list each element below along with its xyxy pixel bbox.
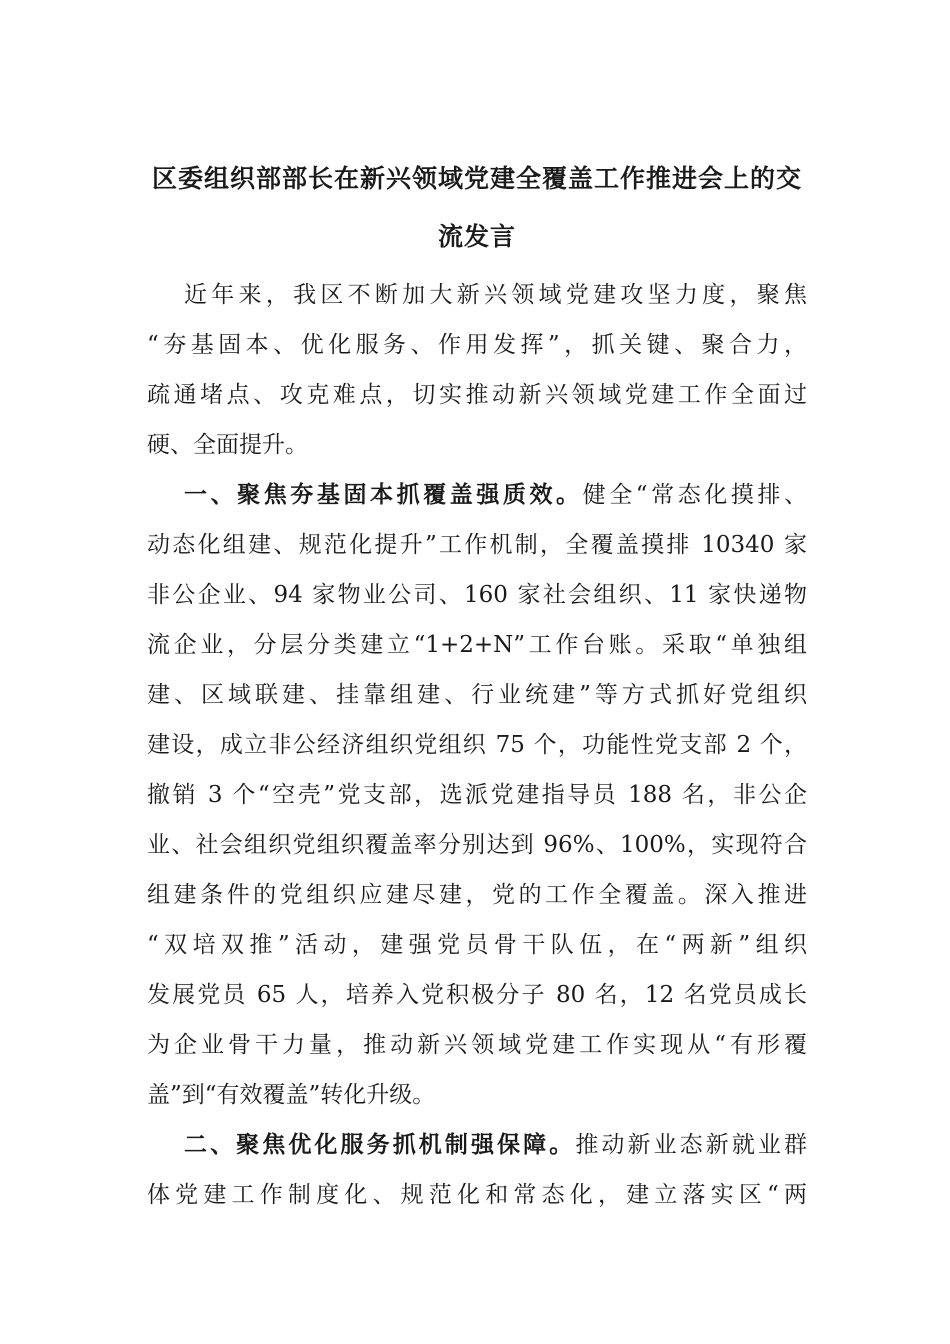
document-body [147,270,807,1220]
section-1-paragraph [147,470,807,1120]
text-line: 发展党员 65 人，培养入党积极分子 80 名，12 名党员成长 [147,982,807,1008]
document-title [147,150,807,266]
text-line [147,470,807,520]
section-2-paragraph [147,1120,807,1220]
text-line: 体党建工作制度化、规范化和常态化，建立落实区“两 [147,1182,807,1208]
text-line: 硬、全面提升。 [147,432,308,458]
intro-paragraph [147,270,807,470]
text-line: “双培双推”活动，建强党员骨干队伍，在“两新”组织 [147,932,807,958]
text-line: 疏通堵点、攻克难点，切实推动新兴领域党建工作全面过 [147,382,807,408]
text-line [147,1120,807,1170]
title-line: 流发言 [437,222,516,251]
section-2-heading: 二、聚焦优化服务抓机制强保障。 [184,1131,576,1158]
text-line: 为企业骨干力量，推动新兴领域党建工作实现从“有形覆 [147,1032,807,1058]
section-1-heading: 一、聚焦夯基固本抓覆盖强质效。 [184,481,583,508]
document-page [147,150,807,1220]
text-line: 动态化组建、规范化提升”工作机制，全覆盖摸排 10340 家 [147,532,807,558]
section-2-first-line-text: 推动新业态新就业群 [575,1132,808,1158]
text-line: 组建条件的党组织应建尽建，党的工作全覆盖。深入推进 [147,882,807,908]
text-line: 流企业，分层分类建立“1+2+N”工作台账。采取“单独组 [147,632,807,658]
text-line: 撤销 3 个“空壳”党支部，选派党建指导员 188 名，非公企 [147,782,807,808]
text-line: “夯基固本、优化服务、作用发挥”，抓关键、聚合力， [147,332,807,358]
title-line: 区委组织部部长在新兴领域党建全覆盖工作推进会上的交 [151,164,802,193]
text-line: 业、社会组织党组织覆盖率分别达到 96%、100%，实现符合 [147,832,807,858]
text-line: 建、区域联建、挂靠组建、行业统建”等方式抓好党组织 [147,682,807,708]
section-1-first-line-text: 健全“常态化摸排、 [582,482,808,508]
text-line: 盖”到“有效覆盖”转化升级。 [147,1082,436,1108]
text-line: 建设，成立非公经济组织党组织 75 个，功能性党支部 2 个， [147,732,807,758]
text-line: 非公企业、94 家物业公司、160 家社会组织、11 家快递物 [147,582,807,608]
text-line: 近年来，我区不断加大新兴领域党建攻坚力度，聚焦 [184,282,807,308]
